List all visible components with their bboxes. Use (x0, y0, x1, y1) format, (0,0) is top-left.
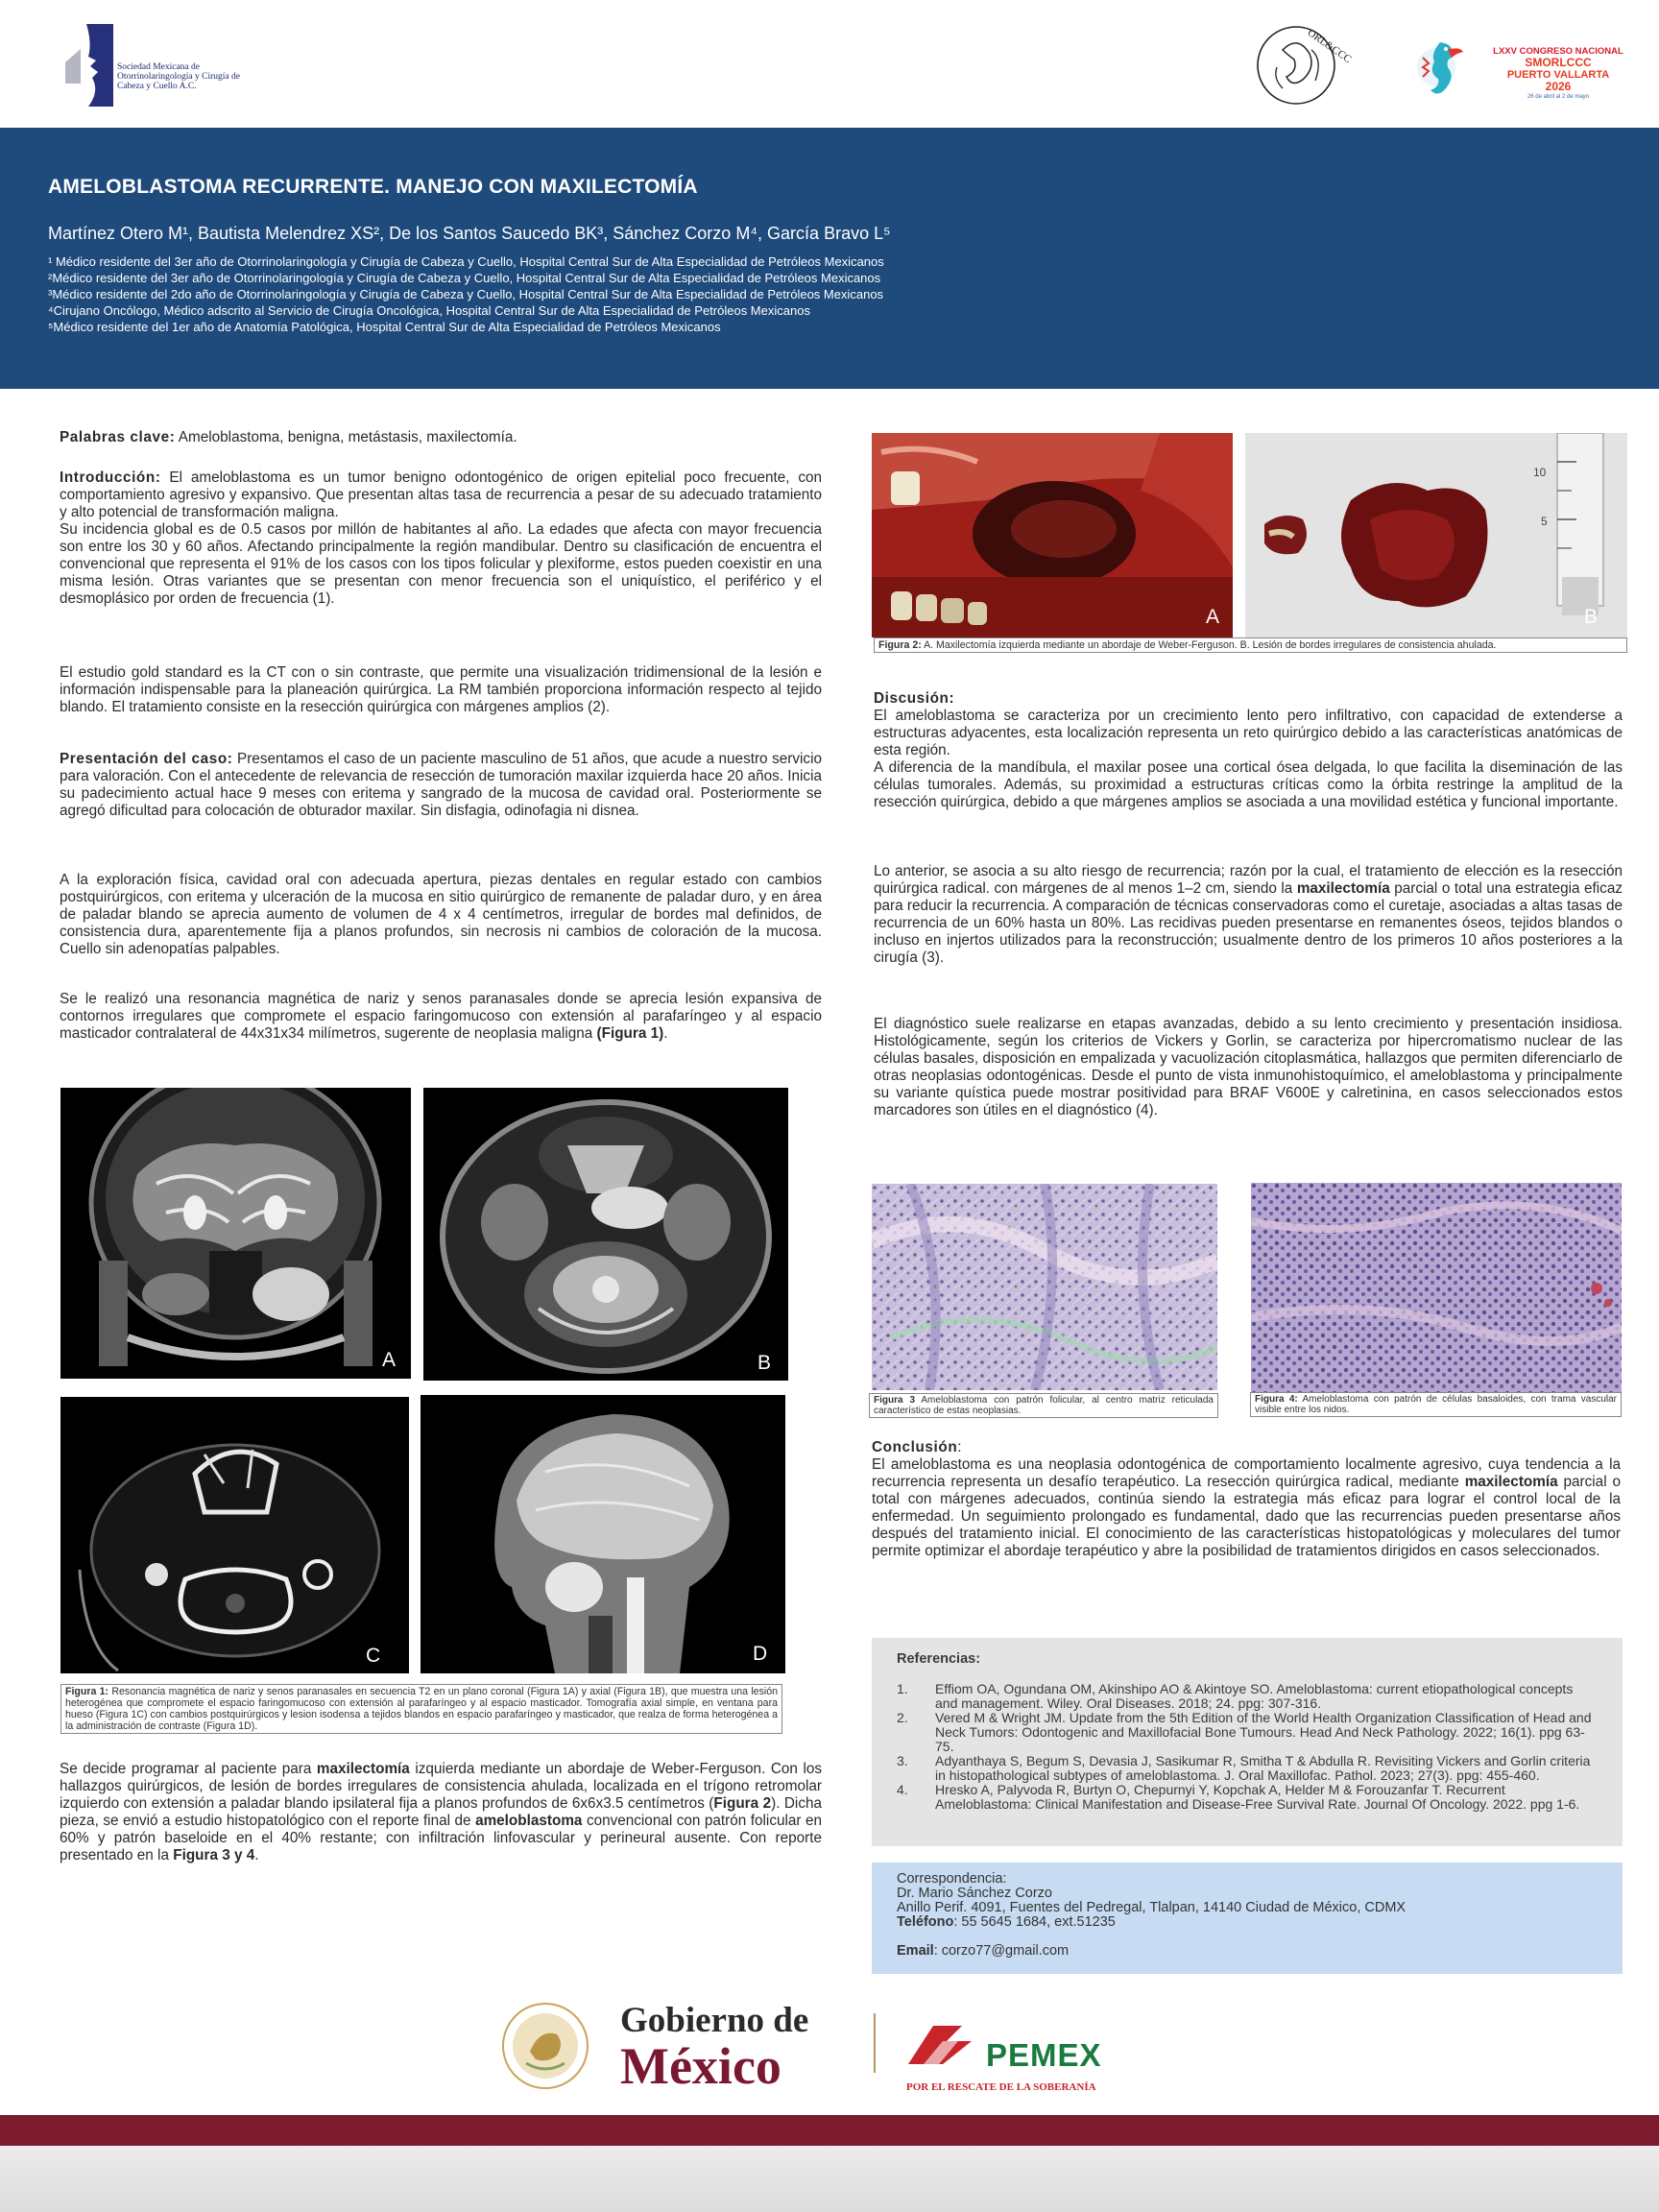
mri-axial-image (423, 1088, 788, 1381)
discussion-p1: El ameloblastoma se caracteriza por un crecimiento lento pero infiltrativo, con capacidad de extenderse a estructuras adyacentes, esta localización representa un reto quirúrgico debido a las características anatómicas de esta región. (874, 708, 1623, 758)
figure-1-caption-label: Figura 1: (65, 1686, 109, 1697)
pemex-logo (904, 2016, 1102, 2093)
affiliation-5: ⁵Médico residente del 1er año de Anatomía Patológica, Hospital Central Sur de Alta Especialidad de Petróleos Mexicanos (48, 320, 721, 334)
correspondence-box (872, 1863, 1623, 1974)
logo-divider (874, 2013, 876, 2073)
congress-line3: PUERTO VALLARTA (1506, 69, 1610, 81)
figure-1-caption-text: Resonancia magnética de nariz y senos paranasales en secuencia T2 en un plano coronal (Figura 1A) y axial (Figura 1B), que muestra una lesión heterogénea que compromete el espacio faringomucoso con extensión al parafaríngeo y al espacio masticador. Tomografía axial simple, en ventana para hueso (Figura 1C) con cambios postquirúrgicos y lesion isodensa a tejidos blandos en espacio parafaríngeo y masticador, que realza de forma heterogénea a la administración de contraste (Figura 1D). (65, 1686, 778, 1732)
introduction (60, 469, 822, 608)
affiliation-2: ²Médico residente del 3er año de Otorrinolaringología y Cirugía de Cabeza y Cuello, Hospital Central Sur de Alta Especialidad de Petróleos Mexicanos (48, 271, 881, 285)
case-presentation (60, 751, 822, 820)
gobierno-logo (620, 2001, 809, 2095)
footer-red-bar (0, 2115, 1659, 2146)
congress-logo (1411, 38, 1632, 102)
orl-emblem-icon (1248, 21, 1354, 108)
reference-item (897, 1754, 1598, 1783)
intro-label: Introducción: (60, 469, 161, 486)
correspondence-title: Correspondencia: (897, 1871, 1007, 1887)
discussion-p3-text-1: Lo anterior, se asocia a su alto riesgo de recurrencia; razón por la cual, el tratamiento de elección es la resección quirúrgica radical. con márgenes de al menos 1–2 cm, siendo la (874, 863, 1623, 897)
figure-1d-label: D (753, 1643, 768, 1665)
histology-follicular-image (872, 1184, 1217, 1390)
case-p2: A la exploración física, cavidad oral con adecuada apertura, piezas dentales en regular estado con cambios postquirúrgicos, con eritema y ulceración de la mucosa en sitio quirúrgico de remanente de paladar duro, y en área de paladar blando se aprecia aumento de volumen de 4 x 4 centímetros, irregular de bordes mal definidos, de consistencia dura, aparentemente fija a planos profundos, sin necrosis ni cambios de coloración de la mucosa. Cuello sin adenopatías palpables. (60, 872, 822, 957)
discussion-p3-text-2: parcial o total una estrategia eficaz para reducir la recurrencia. A comparación de técnicas conservadoras como el curetaje, asociadas a altas tasas de recurrencia de un 60% hasta un 80%. Las recidivas pueden presentarse en remanentes óseos, tejidos blandos o incluso en injertos utilizados para la reconstrucción; usualmente dentro de los primeros 10 años posteriores a la cirugía (3). (874, 880, 1623, 966)
affiliation-4: ⁴Cirujano Oncólogo, Médico adscrito al Servicio de Cirugía Oncológica, Hospital Central Sur de Alta Especialidad de Petróleos Mexicanos (48, 303, 810, 318)
intro-p1: El ameloblastoma es un tumor benigno odontogénico de origen epitelial poco frecuente, con comportamiento agresivo y expansivo. Que presentan altas tasa de recurrencia a pesar de su adecuado tratamiento y alto potencial de transformación maligna. (60, 469, 822, 520)
correspondence-address: Anillo Perif. 4091, Fuentes del Pedregal, Tlalpan, 14140 Ciudad de México, CDMX (897, 1900, 1407, 1915)
figure-2a-label: A (1206, 606, 1220, 628)
orl-logo (1248, 21, 1354, 108)
figure-1a-label: A (382, 1349, 397, 1371)
figure-2-caption (874, 637, 1627, 653)
discussion-maxilectomia-bold: maxilectomía (1296, 880, 1390, 897)
figure-4-caption-label: Figura 4: (1255, 1394, 1298, 1405)
society-name: Sociedad Mexicana de Otorrinolaringología y Cirugía de Cabeza y Cuello A.C. (117, 62, 240, 91)
figure-1c-ct-bone (60, 1397, 409, 1673)
footer-logos (0, 1992, 1659, 2107)
case-p3 (60, 991, 822, 1043)
figure-2a-surgery-photo (872, 433, 1233, 637)
phone-value: : 55 5645 1684, ext.51235 (953, 1914, 1116, 1930)
mri-coronal-image (60, 1088, 411, 1379)
seahorse-icon (1411, 38, 1480, 102)
figure-1-caption (60, 1684, 782, 1734)
references-title: Referencias: (897, 1651, 981, 1667)
figure-2-caption-text: A. Maxilectomía izquierda mediante un abordaje de Weber-Ferguson. B. Lesión de bordes irregulares de consistencia ahulada. (921, 639, 1497, 651)
pemex-eagle-icon (904, 2016, 981, 2074)
intro-p2: Su incidencia global es de 0.5 casos por millón de habitantes al año. La edades que afecta con mayor frecuencia son entre los 30 y 60 años. Afectando principalmente la región mandibular. Dentro su clasificación de encuentra el convencional que representa el 91% de los casos con los tipos folicular y plexiforme, estos pueden coexistir en una misma lesión. Otras variantes que se presentan con menor frecuencia son el uniquístico, el periférico y el desmoplásico por orden de frecuencia (1). (60, 521, 822, 607)
figure-1b-label: B (757, 1352, 772, 1374)
reference-number: 1. (897, 1681, 908, 1696)
ct-bone-window-image (60, 1397, 409, 1673)
figure-4-histology (1251, 1183, 1622, 1392)
figure-4-caption (1250, 1392, 1622, 1417)
figure1-ref: (Figura 1) (596, 1025, 664, 1042)
conclusion-colon: : (957, 1439, 962, 1455)
reference-text: Effiom OA, Ogundana OM, Akinshipo AO & Akintoye SO. Ameloblastoma: current etiopathological concepts and management. Wiley. Oral Diseases. 2018; 24. ppg: 307-316. (935, 1681, 1574, 1711)
gobierno-line1: Gobierno de (620, 2001, 809, 2040)
figure-2b-label: B (1584, 606, 1599, 628)
surgery-text-2: izquierda mediante un abordaje de Weber-Ferguson. Con los hallazgos quirúrgicos, de lesión de bordes irregulares de consistencia ahulada, localizada en el trígono retromolar izquierdo con extensión a paladar blando ipsilateral fija a planos profundos de 6x6x3.5 centímetros ( (60, 1761, 822, 1812)
histology-basaloid-image (1251, 1183, 1622, 1392)
surgery-photo-image (872, 433, 1233, 637)
figure-3-histology (872, 1184, 1217, 1390)
ameloblastoma-bold: ameloblastoma (475, 1813, 583, 1829)
reference-item (897, 1711, 1598, 1754)
conclusion-text-1: El ameloblastoma es una neoplasia odontogénica de comportamiento localmente agresivo, cuya tendencia a la recurrencia representa un desafío terapéutico. La resección quirúrgica radical, mediante (872, 1456, 1621, 1490)
society-emblem-icon (60, 24, 115, 107)
congress-line5: 26 de abril al 2 de mayo (1527, 94, 1590, 100)
figure-3-caption-text: Ameloblastoma con patrón folicular, al centro matriz reticulada característico de estas neoplasias. (874, 1395, 1214, 1416)
figure34-ref: Figura 3 y 4 (173, 1847, 255, 1863)
keywords-text: Ameloblastoma, benigna, metástasis, maxilectomía. (175, 429, 517, 445)
discussion (874, 690, 1623, 811)
syringe-mark-5: 5 (1541, 515, 1548, 528)
top-logo-band (0, 0, 1659, 128)
phone-label: Teléfono (897, 1914, 954, 1930)
email-value[interactable]: : corzo77@gmail.com (933, 1943, 1070, 1959)
congress-text (1482, 46, 1634, 101)
case-p1: Presentamos el caso de un paciente masculino de 51 años, que acude a nuestro servicio para valoración. Con el antecedente de relevancia de resección de tumoración maxilar izquierda hace 20 años. Inicia su padecimiento actual hace 9 meses con eritema y sangrado de la mucosa de cavidad oral. Posteriormente se agregó dificultad para colocación de obturador maxilar. Sin disfagia, odinofagia ni disnea. (60, 751, 822, 819)
figure-4-caption-text: Ameloblastoma con patrón de células basaloides, con trama vascular visible entre los nidos. (1255, 1394, 1617, 1415)
discussion-p4: El diagnóstico suele realizarse en etapas avanzadas, debido a su lento crecimiento y presentación insidiosa. Histológicamente, según los criterios de Vickers y Gorlin, se caracteriza por hipercromatismo nuclear de las células basales, disposición en empalizada y vacuolización citoplasmática, hallazgos que permiten diferenciarlo de otras neoplasias odontogénicas. Desde el punto de vista inmunohistoquímico, el ameloblastoma y principalmente su variante quística puede mostrar positividad para BRAF V600E y calretinina, en casos seleccionados estos marcadores son útiles en el diagnóstico (4). (874, 1016, 1623, 1118)
authors: Martínez Otero M¹, Bautista Melendrez XS², De los Santos Saucedo BK³, Sánchez Corzo M⁴, García Bravo L⁵ (48, 224, 891, 243)
affiliation-1: ¹ Médico residente del 3er año de Otorrinolaringología y Cirugía de Cabeza y Cuello, Hospital Central Sur de Alta Especialidad de Petróleos Mexicanos (48, 254, 884, 269)
reference-text: Adyanthaya S, Begum S, Devasia J, Sasikumar R, Smitha T & Abdulla R. Revisiting Vickers and Gorlin criteria in histopathological subtypes of ameloblastoma. J. Oral Maxillofac. Pathol. 2023; 27(3). ppg: 455-460. (935, 1753, 1591, 1783)
pemex-slogan: POR EL RESCATE DE LA SOBERANÍA (906, 2081, 1096, 2093)
surgery-paragraph (60, 1761, 822, 1864)
case-p3-end: . (663, 1025, 668, 1042)
surgery-text-1: Se decide programar al paciente para (60, 1761, 317, 1777)
affiliation-3: ³Médico residente del 2do año de Otorrinolaringología y Cirugía de Cabeza y Cuello, Hospital Central Sur de Alta Especialidad de Petróleos Mexicanos (48, 287, 884, 301)
surgery-text-5: . (254, 1847, 259, 1863)
figure-1a-mri-coronal (60, 1088, 411, 1379)
case-p3-text: Se le realizó una resonancia magnética de nariz y senos paranasales donde se aprecia lesión expansiva de contornos irregulares que compromete el espacio faringomucoso con extensión al parafaríngeo y al espacio masticador contralateral de 44x31x34 milímetros, sugerente de neoplasia maligna (60, 991, 822, 1042)
maxilectomia-bold: maxilectomía (316, 1761, 410, 1777)
figure-3-caption-label: Figura 3 (874, 1395, 916, 1406)
correspondence-name: Dr. Mario Sánchez Corzo (897, 1886, 1052, 1901)
keywords-label: Palabras clave: (60, 429, 176, 445)
surgery-text-3: ). Dicha pieza, se envió a estudio histopatológico con el reporte final de (60, 1795, 822, 1829)
reference-number: 2. (897, 1710, 908, 1725)
congress-line1: LXXV CONGRESO NACIONAL (1493, 46, 1623, 57)
reference-item (897, 1682, 1598, 1711)
figure-1b-mri-axial (423, 1088, 788, 1381)
conclusion-text-2: parcial o total con márgenes adecuados, continúa siendo la estrategia más eficaz para lograr el control local de la enfermedad. Un seguimiento prolongado es fundamental, dado que las recurrencias pueden presentarse años después del tratamiento inicial. El conocimiento de las características histopatológicas y moleculares del tumor permite optimizar el abordaje terapéutico y abre la posibilidad de tratamientos dirigidos en casos seleccionados. (872, 1474, 1621, 1559)
footer-grey-bar (0, 2146, 1659, 2212)
orl-text: ORL&CCC (1305, 27, 1354, 66)
figure-1c-label: C (366, 1645, 381, 1667)
figure-2-caption-label: Figura 2: (878, 639, 922, 651)
society-logo (60, 24, 261, 107)
references-list (897, 1682, 1598, 1812)
mexico-seal-icon (497, 2000, 593, 2092)
syringe-mark-10: 10 (1533, 466, 1547, 479)
gobierno-line2: México (620, 2037, 781, 2095)
conclusion (872, 1439, 1621, 1560)
figure-2b-specimen-photo (1245, 433, 1627, 637)
figure-3-caption (869, 1393, 1218, 1418)
reference-item (897, 1783, 1598, 1812)
discussion-label: Discusión: (874, 690, 955, 707)
congress-line2: SMORLCCC (1525, 56, 1592, 69)
figure2-ref: Figura 2 (713, 1795, 772, 1812)
figure-1d-ct-sagittal (421, 1395, 785, 1673)
ct-sagittal-image (421, 1395, 785, 1673)
surgery-text-4: convencional con patrón folicular en 60% y patrón baseloide en el 40% restante; con infiltración linfovascular y perineural ausente. Con reporte presentado en la (60, 1813, 822, 1863)
conclusion-maxilectomia-bold: maxilectomía (1464, 1474, 1558, 1490)
affiliations (48, 253, 1659, 335)
pemex-wordmark: PEMEX (986, 2037, 1102, 2073)
discussion-p3 (874, 863, 1623, 967)
email-label: Email (897, 1943, 934, 1959)
congress-line4: 2026 (1545, 80, 1572, 93)
reference-text: Hresko A, Palyvoda R, Burtyn O, Chepurnyi Y, Kopchak A, Helder M & Forouzanfar T. Recurrent Ameloblastoma: Clinical Manifestation and Disease-Free Survival Rate. Journal Of Oncology. 2022. ppg 1-6. (935, 1782, 1580, 1812)
reference-text: Vered M & Wright JM. Update from the 5th Edition of the World Health Organization Classification of Head and Neck Tumors: Odontogenic and Maxillofacial Bone Tumours. Head And Neck Pathology. 2022; 16(1). ppg 63-75. (935, 1710, 1592, 1754)
poster-title: AMELOBLASTOMA RECURRENTE. MANEJO CON MAXILECTOMÍA (48, 176, 698, 198)
reference-number: 4. (897, 1782, 908, 1797)
poster-header (0, 128, 1659, 389)
case-label: Presentación del caso: (60, 751, 233, 767)
references-box (872, 1638, 1623, 1846)
keywords (60, 429, 822, 446)
reference-number: 3. (897, 1753, 908, 1768)
conclusion-label: Conclusión (872, 1439, 958, 1455)
intro-p3: El estudio gold standard es la CT con o sin contraste, que permite una visualización tridimensional de la lesión e información indispensable para la planeación quirúrgica. La RM también proporciona información respecto al tejido blando. El tratamiento consiste en la resección quirúrgica con márgenes amplios (2). (60, 664, 822, 715)
discussion-p2: A diferencia de la mandíbula, el maxilar posee una cortical ósea delgada, lo que facilita la diseminación de las células tumorales. Además, su proximidad a estructuras críticas como la órbita restringe la amplitud de la resección quirúrgica, debido a que márgenes amplios se asociada a una movilidad estética y funcional importante. (874, 759, 1623, 810)
specimen-photo-image (1245, 433, 1627, 637)
